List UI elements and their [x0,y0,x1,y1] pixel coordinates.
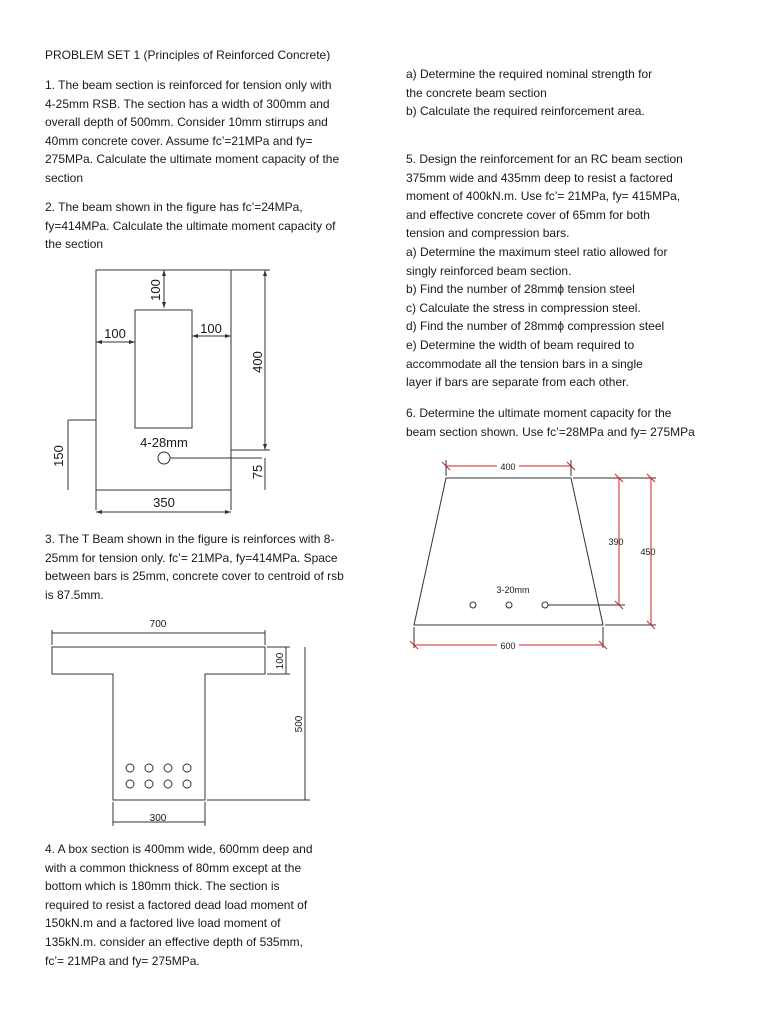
dim-300: 300 [149,813,167,824]
dim-100-top: 100 [148,279,163,301]
rebar-1 [470,602,476,608]
dim-100: 100 [275,652,286,670]
problem-1-text: 1. The beam section is reinforced for tension only with 4-25mm RSB. The section has a width of 300mm and overall depth of 500mm. Consider 10mm stirrups and 40mm concrete cover. Assume fc’=21MPa and fy= 275MPa. Calculate the ultimate moment capacity of the section [45,78,340,185]
page-title: PROBLEM SET 1 (Principles of Reinforced Concrete) [45,48,331,62]
trapezoid-outline [414,478,603,625]
dim-400: 400 [250,351,265,373]
dim-700: 700 [149,619,167,630]
dim-400: 400 [500,462,516,472]
rebar-2 [506,602,512,608]
bar-label: 4-28mm [140,435,188,450]
dim-150: 150 [51,445,66,467]
rebar-3 [542,602,548,608]
problem-3-text: 3. The T Beam shown in the figure is reinforces with 8- 25mm for tension only. fc’= 21MPa, fy=414MPa. Space between bars is 25mm, concrete cover to centroid of rsb is 87.5mm. [45,532,344,602]
dim-100-left: 100 [104,326,126,341]
dim-75: 75 [250,464,265,480]
problem-2-text: 2. The beam shown in the figure has fc’=24MPa, fy=414MPa. Calculate the ultimate moment capacity of the section [45,200,336,252]
dim-600: 600 [500,641,516,651]
dim-100-right: 100 [200,321,222,336]
dim-450: 450 [640,547,656,557]
bar-label: 3-20mm [496,585,530,595]
problem-4-text: 4. A box section is 400mm wide, 600mm deep and with a common thickness of 80mm except at the bottom which is 180mm thick. The section is required to resist a factored dead load moment of 150kN.m and a factored live load moment of 135kN.m. consider an effective depth of 535mm, fc’= 21MPa and fy= 275MPa. [45,842,313,968]
problem-4-subparts: a) Determine the required nominal strength for the concrete beam section b) Calculate the required reinforcement area. [406,67,653,119]
problem-5-text: 5. Design the reinforcement for an RC beam section 375mm wide and 435mm deep to resist a factored moment of 400kN.m. Use fc’= 21MPa, fy= 415MPa, and effective concrete cover of 65mm for both tension and compression bars. a) Determine the maximum steel ratio allowed for singly reinforced beam section. b) Find the number of 28mmϕ tension steel c) Calculate the stress in compression steel. d) Find the number of 28mmϕ compression steel e) Determine the width of beam required to accommodate all the tension bars in a single layer if bars are separate from each other. [406,152,683,390]
problem-6-text: 6. Determine the ultimate moment capacity for the beam section shown. Use fc’=28MPa and fy= 275MPa [406,406,695,439]
dim-500: 500 [294,715,305,733]
dim-390: 390 [608,537,624,547]
dim-350: 350 [153,495,175,510]
